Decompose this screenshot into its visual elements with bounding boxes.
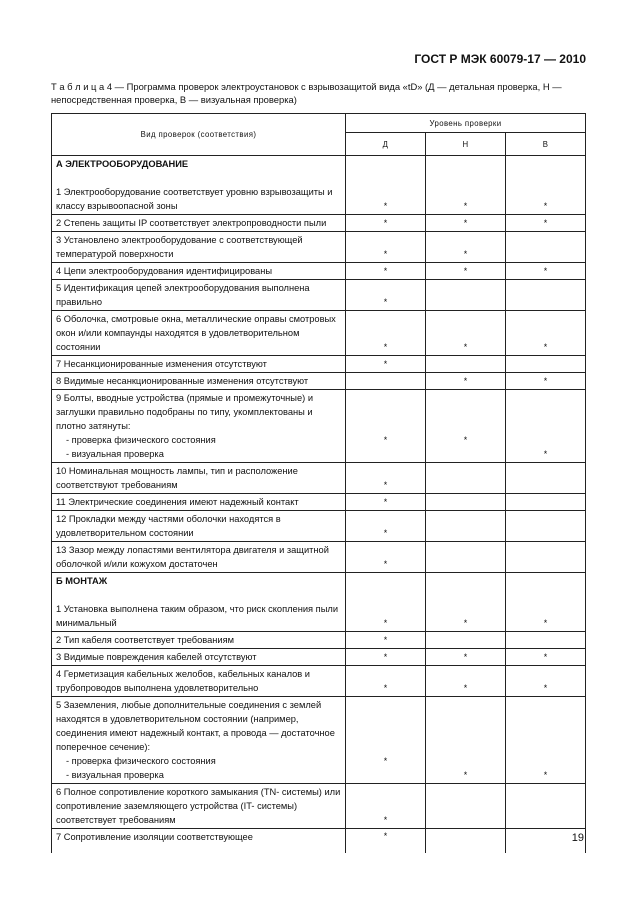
mark-v xyxy=(506,632,586,649)
row-text: 9 Болты, вводные устройства (прямые и промежуточные) и заглушки правильно подобраны по типу, укомплектованы и плотно затянуты: xyxy=(56,393,314,431)
mark-d: * xyxy=(346,263,426,280)
mark-v xyxy=(506,511,586,542)
mark-v xyxy=(506,280,586,311)
table-row xyxy=(52,511,586,542)
mark-d: * xyxy=(346,156,426,215)
mark-n: * xyxy=(426,390,506,463)
row-text: 8 Видимые несанкционированные изменения отсутствуют xyxy=(56,376,309,386)
table-row xyxy=(52,784,586,829)
table-row xyxy=(52,632,586,649)
mark-n: * xyxy=(426,373,506,390)
section-heading: Б МОНТАЖ xyxy=(56,576,108,586)
sub-item: - проверка физического состояния xyxy=(66,435,216,445)
mark-n: * xyxy=(426,697,506,784)
table-row xyxy=(52,649,586,666)
column-header-kind: Вид проверок (соответствия) xyxy=(52,114,346,156)
mark-n xyxy=(426,280,506,311)
mark-v: * xyxy=(506,215,586,232)
mark-n: * xyxy=(426,156,506,215)
standard-designation: ГОСТ Р МЭК 60079-17 — 2010 xyxy=(414,52,586,66)
table-row xyxy=(52,232,586,263)
table-row xyxy=(52,666,586,697)
row-text: 7 Несанкционированные изменения отсутствуют xyxy=(56,359,267,369)
mark-v: * xyxy=(506,311,586,356)
mark-d: * xyxy=(346,356,426,373)
mark-d: * xyxy=(346,542,426,573)
mark-d: * xyxy=(346,311,426,356)
table-row xyxy=(52,311,586,356)
row-text: 1 Электрооборудование соответствует уровню взрывозащиты и классу взрывоопасной зоны xyxy=(56,187,333,211)
table-row xyxy=(52,373,586,390)
table-row xyxy=(52,280,586,311)
mark-n xyxy=(426,463,506,494)
mark-d xyxy=(346,373,426,390)
row-text: 11 Электрические соединения имеют надежный контакт xyxy=(56,497,299,507)
inspection-table xyxy=(51,113,586,853)
row-text: 6 Полное сопротивление короткого замыкания (TN- системы) или сопротивление заземляющего устройства (IT- системы) соответствует требованиям xyxy=(56,787,341,825)
mark-v xyxy=(506,494,586,511)
mark-d: * xyxy=(346,511,426,542)
mark-d: * xyxy=(346,215,426,232)
mark-v: * xyxy=(506,156,586,215)
mark-v xyxy=(506,463,586,494)
mark-n xyxy=(426,356,506,373)
row-text: 3 Установлено электрооборудование с соответствующей температурой поверхности xyxy=(56,235,303,259)
table-row xyxy=(52,494,586,511)
mark-n xyxy=(426,494,506,511)
row-text: 10 Номинальная мощность лампы, тип и расположение соответствуют требованиям xyxy=(56,466,298,490)
mark-d: * xyxy=(346,573,426,632)
table-row xyxy=(52,697,586,784)
mark-v: * xyxy=(506,649,586,666)
mark-d: * xyxy=(346,829,426,853)
mark-n: * xyxy=(426,215,506,232)
mark-v xyxy=(506,232,586,263)
row-text: 6 Оболочка, смотровые окна, металлические оправы смотровых окон и/или компаунды находятся в удовлетворительном состоянии xyxy=(56,314,336,352)
table-row xyxy=(52,829,586,853)
row-text: 5 Заземления, любые дополнительные соединения с землей находятся в удовлетворительном состоянии (например, соединения имеют надежный контакт, а провода — достаточное поперечное сечение): xyxy=(56,700,335,752)
mark-v: * xyxy=(506,573,586,632)
mark-d: * xyxy=(346,666,426,697)
mark-n: * xyxy=(426,263,506,280)
table-row xyxy=(52,215,586,232)
section-heading: А ЭЛЕКТРООБОРУДОВАНИЕ xyxy=(56,159,189,169)
row-text: 7 Сопротивление изоляции соответствующее xyxy=(56,832,253,842)
mark-d: * xyxy=(346,697,426,784)
table-caption: Т а б л и ц а 4 — Программа проверок электроустановок с взрывозащитой вида «tD» (Д — детальная проверка, Н — непосредственная проверка, В — визуальная проверка) xyxy=(51,81,562,105)
row-text: 3 Видимые повреждения кабелей отсутствуют xyxy=(56,652,257,662)
sub-item: - проверка физического состояния xyxy=(66,756,216,766)
page-number: 19 xyxy=(571,832,584,844)
row-text: 2 Тип кабеля соответствует требованиям xyxy=(56,635,235,645)
table-row xyxy=(52,542,586,573)
column-header-level: Уровень проверки xyxy=(346,114,586,133)
mark-n: * xyxy=(426,232,506,263)
table-row xyxy=(52,356,586,373)
mark-v: * xyxy=(506,666,586,697)
sub-item: - визуальная проверка xyxy=(66,449,164,459)
column-header-d: Д xyxy=(346,133,426,156)
row-text: 4 Цепи электрооборудования идентифицированы xyxy=(56,266,273,276)
mark-d: * xyxy=(346,784,426,829)
mark-v: * xyxy=(506,263,586,280)
table-row xyxy=(52,390,586,463)
mark-v xyxy=(506,356,586,373)
row-text: 2 Степень защиты IP соответствует электропроводности пыли xyxy=(56,218,327,228)
mark-v xyxy=(506,784,586,829)
sub-item: - визуальная проверка xyxy=(66,770,164,780)
row-text: 12 Прокладки между частями оболочки находятся в удовлетворительном состоянии xyxy=(56,514,281,538)
mark-n xyxy=(426,511,506,542)
mark-n: * xyxy=(426,573,506,632)
mark-v xyxy=(506,542,586,573)
mark-n xyxy=(426,542,506,573)
mark-d: * xyxy=(346,494,426,511)
row-text: 13 Зазор между лопастями вентилятора двигателя и защитной оболочкой и/или кожухом достаточен xyxy=(56,545,329,569)
mark-n xyxy=(426,632,506,649)
mark-v: * xyxy=(506,373,586,390)
mark-d: * xyxy=(346,463,426,494)
row-text: 4 Герметизация кабельных желобов, кабельных каналов и трубопроводов выполнена удовлетворительно xyxy=(56,669,311,693)
table-row xyxy=(52,463,586,494)
mark-n xyxy=(426,784,506,829)
mark-d: * xyxy=(346,280,426,311)
table-row xyxy=(52,573,586,632)
row-text: 1 Установка выполнена таким образом, что риск скопления пыли минимальный xyxy=(56,604,339,628)
mark-n: * xyxy=(426,666,506,697)
mark-v: * xyxy=(506,697,586,784)
mark-d: * xyxy=(346,649,426,666)
column-header-n: Н xyxy=(426,133,506,156)
mark-d: * xyxy=(346,232,426,263)
table-row xyxy=(52,156,586,215)
mark-n xyxy=(426,829,506,853)
mark-n: * xyxy=(426,311,506,356)
column-header-v: В xyxy=(506,133,586,156)
mark-d: * xyxy=(346,390,426,463)
table-row xyxy=(52,263,586,280)
mark-d: * xyxy=(346,632,426,649)
row-text: 5 Идентификация цепей электрооборудования выполнена правильно xyxy=(56,283,310,307)
mark-v: * xyxy=(506,390,586,463)
mark-n: * xyxy=(426,649,506,666)
